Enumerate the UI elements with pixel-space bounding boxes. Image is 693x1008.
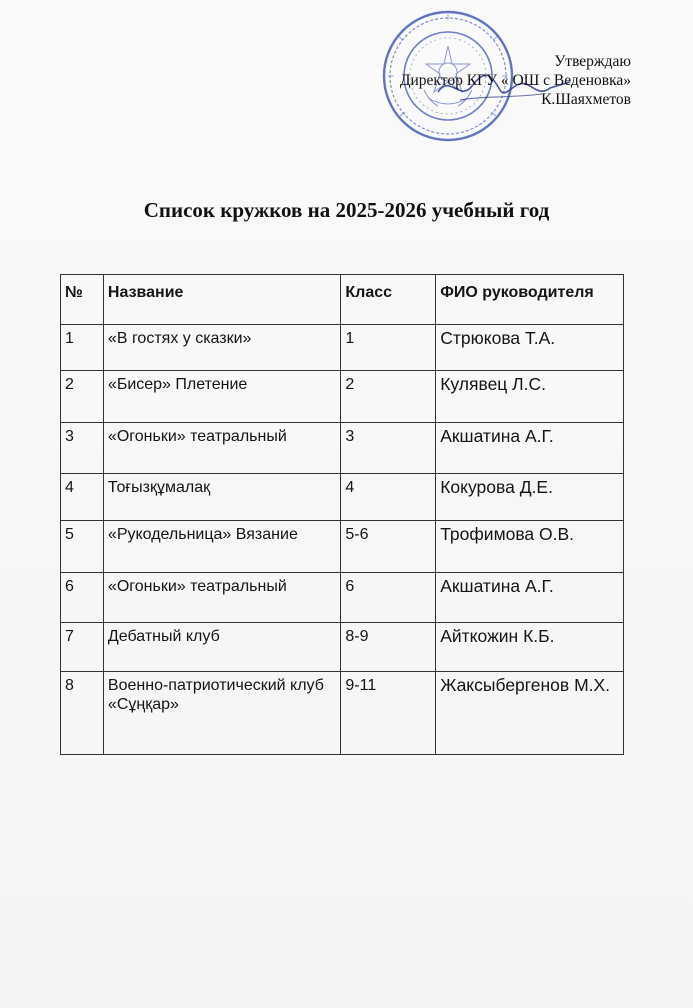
table-row [61, 371, 624, 423]
cell-head: Кулявец Л.С. [436, 371, 624, 423]
cell-name: «Бисер» Плетение [103, 371, 340, 423]
cell-num: 6 [61, 573, 104, 623]
cell-head: Айткожин К.Б. [436, 623, 624, 672]
table-row [61, 573, 624, 623]
cell-num: 3 [61, 423, 104, 474]
cell-class: 2 [341, 371, 436, 423]
document-title: Список кружков на 2025-2026 учебный год [143, 198, 550, 222]
approval-name: К.Шаяхметов [541, 91, 631, 108]
approval-position: Директор КГУ « ОШ с Веденовка» [399, 72, 631, 89]
cell-class: 6 [341, 573, 436, 623]
cell-head: Кокурова Д.Е. [436, 474, 624, 521]
cell-num: 7 [61, 623, 104, 672]
cell-head: Акшатина А.Г. [436, 573, 624, 623]
cell-class: 4 [341, 474, 436, 521]
cell-num: 2 [61, 371, 104, 423]
table-row [61, 521, 624, 573]
header-class: Класс [341, 275, 436, 325]
approval-block [400, 52, 631, 109]
cell-name: Дебатный клуб [103, 623, 340, 672]
approval-line: Утверждаю [554, 53, 631, 70]
table-row [61, 623, 624, 672]
cell-class: 1 [341, 325, 436, 371]
table-row [61, 325, 624, 371]
cell-num: 8 [61, 672, 104, 755]
cell-name: «В гостях у сказки» [103, 325, 340, 371]
header-name: Название [103, 275, 340, 325]
header-num: № [61, 275, 104, 325]
cell-class: 9-11 [341, 672, 436, 755]
cell-head: Акшатина А.Г. [436, 423, 624, 474]
cell-name: Военно-патриотический клуб «Сұңқар» [103, 672, 340, 755]
cell-head: Стрюкова Т.А. [436, 325, 624, 371]
cell-class: 5-6 [341, 521, 436, 573]
cell-num: 5 [61, 521, 104, 573]
cell-num: 4 [61, 474, 104, 521]
cell-name: «Рукодельница» Вязание [103, 521, 340, 573]
cell-class: 8-9 [341, 623, 436, 672]
cell-head: Трофимова О.В. [436, 521, 624, 573]
table-row [61, 672, 624, 755]
cell-class: 3 [341, 423, 436, 474]
table-row [61, 423, 624, 474]
cell-head: Жаксыбергенов М.Х. [436, 672, 624, 755]
clubs-table [60, 274, 624, 755]
cell-name: Тоғызқұмалақ [103, 474, 340, 521]
cell-num: 1 [61, 325, 104, 371]
table-header-row [61, 275, 624, 325]
cell-name: «Огоньки» театральный [103, 573, 340, 623]
table-row [61, 474, 624, 521]
cell-name: «Огоньки» театральный [103, 423, 340, 474]
header-head: ФИО руководителя [436, 275, 624, 325]
